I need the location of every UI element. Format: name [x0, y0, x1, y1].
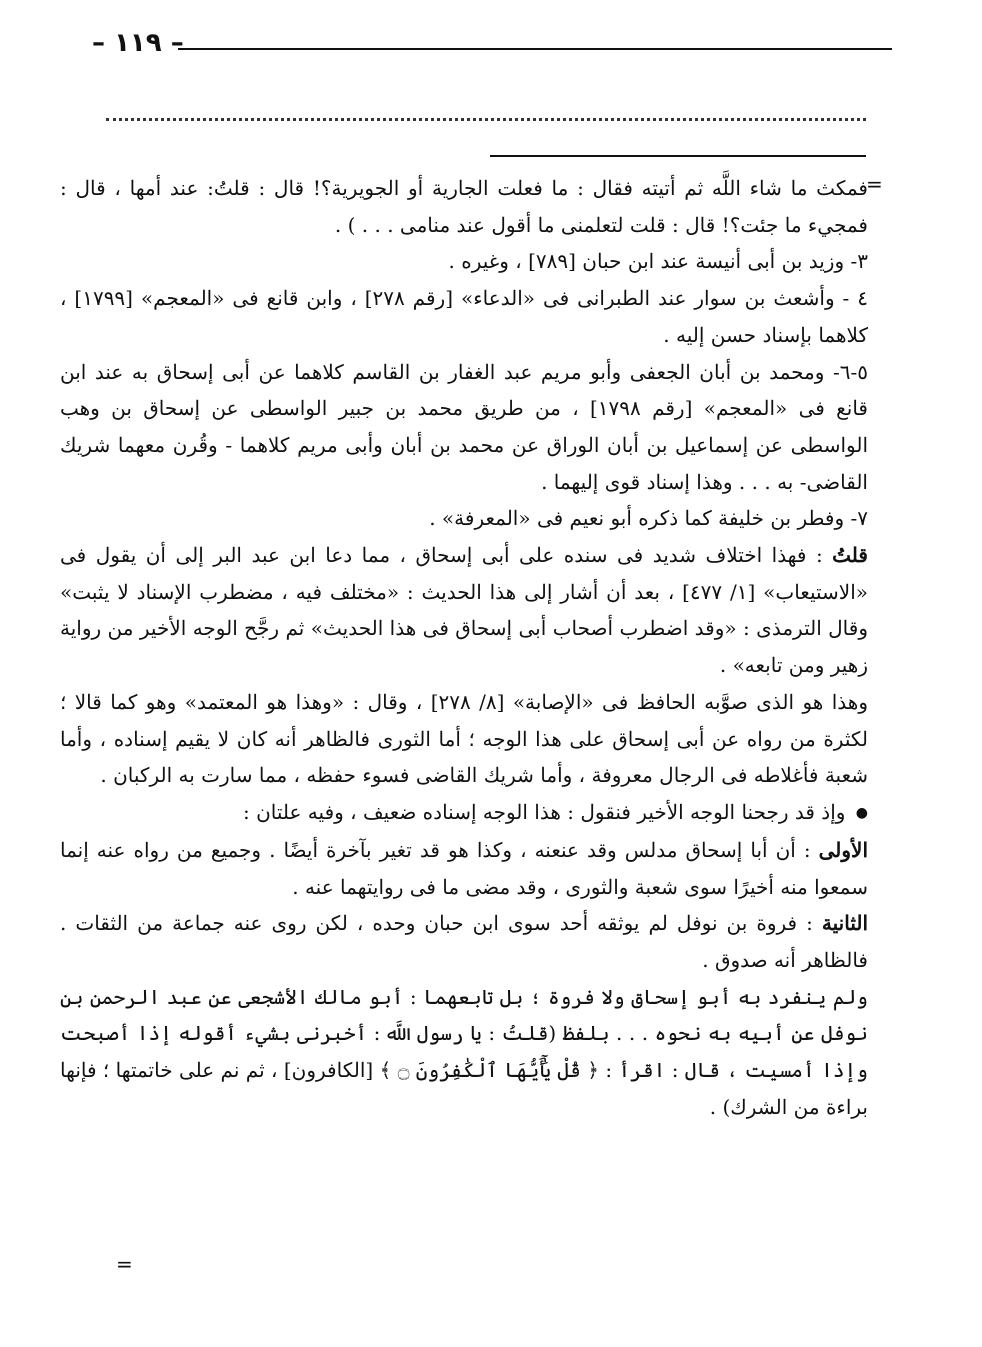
paragraph-text: : فهذا اختلاف شديد فى سنده على أبى إسحاق ، مما دعا ابن عبد البر إلى أن يقول فى «الاستيعاب» [١/ ٤٧٧] ، بعد أن أشار إلى هذا الحديث : «مختلف فيه ، مضطرب الإسناد لا يثبت» وقال الترمذى : «وقد اضطرب أصحاب أبى إسحاق فى هذا الحديث» ثم رجَّح الوجه الأخير من رواية زهير ومن تابعه» .: [60, 543, 868, 678]
paragraph: [60, 280, 868, 353]
paragraph-text: ٣- وزيد بن أبى أنيسة عند ابن حبان [٧٨٩] ، وغيره .: [448, 249, 868, 274]
paragraph-text: فمكث ما شاء اللَّه ثم أتيته فقال : ما فعلت الجارية أو الجويرية؟! قال : قلتُ: عند أمها ، قال : فمجيء ما جئت؟! قال : قلت لتعلمنى ما أقول عند منامى . . . ) .: [60, 176, 868, 237]
paragraph: [60, 794, 868, 832]
paragraph: [60, 905, 868, 978]
footnote-body: [60, 170, 868, 1125]
paragraph: [60, 354, 868, 501]
paragraph: [60, 979, 868, 1126]
header-rule: [178, 48, 892, 50]
continuation-mark-start: =: [866, 172, 883, 196]
paragraph-lead: قلتُ: [832, 543, 868, 568]
paragraph: [60, 500, 868, 537]
paragraph-text: ٥-٦- ومحمد بن أبان الجعفى وأبو مريم عبد الغفار بن القاسم كلاهما عن أبى إسحاق به عند ابن قانع فى «المعجم» [رقم ١٧٩٨] ، من طريق محمد بن جبير الواسطى عن إسحاق بن وهب الواسطى عن إسماعيل بن أبان الوراق عن محمد بن أبان وأبى مريم كلاهما - وقُرن معهما شريك القاضى- به . . . وهذا إسناد قوى إليهما .: [60, 359, 868, 494]
paragraph-text: ٤ - وأشعث بن سوار عند الطبرانى فى «الدعاء» [رقم ٢٧٨] ، وابن قانع فى «المعجم» [١٧٩٩] ، كلاهما بإسناد حسن إليه .: [60, 286, 868, 347]
bullet-icon: ●: [855, 805, 868, 822]
paragraph-text: ولم ينفرد به أبو إسحاق ولا فروة ؛ بل تابعهما : أبو مالك الأشجعى عن عبد الرحمن بن نوفل عن أبيه به نحوه . . . بلفظ (قلتُ : يا رسول اللَّه : أخبرنى بشيء أقوله إذا أصبحت وإذا أمسيت ، قال : اقرأ : ﴿ قُلْ يَٰٓأَيُّهَا ٱلْكَٰفِرُونَ ۝ ﴾ [الكافرون] ، ثم نم على خاتمتها ؛ فإنها براءة من الشرك) .: [60, 984, 868, 1119]
paragraph: [60, 832, 868, 905]
paragraph-text: وهذا هو الذى صوَّبه الحافظ فى «الإصابة» [٨/ ٢٧٨] ، وقال : «وهذا هو المعتمد» وهو كما قالا ؛ لكثرة من رواه عن أبى إسحاق على هذا الوجه ؛ أما الثورى فالظاهر أنه كان لا يقيم إسناده ، وأما شعبة فأغلاطه فى الرجال معروفة ، وأما شريك القاضى فسوء حفظه ، مما سارت به الركبان .: [60, 689, 869, 788]
paragraph: [60, 537, 868, 684]
paragraph: [60, 170, 868, 243]
paragraph: [60, 243, 868, 280]
continuation-mark-end: =: [116, 1252, 133, 1276]
paragraph-text: : أن أبا إسحاق مدلس وقد عنعنه ، وكذا هو قد تغير بآخرة أيضًا . وجميع من رواه عنه إنما سمعوا منه أخيرًا سوى شعبة والثورى ، وقد مضى ما فى روايتهما عنه .: [60, 837, 868, 899]
paragraph-text: : فروة بن نوفل لم يوثقه أحد سوى ابن حبان وحده ، لكن روى عنه جماعة من الثقات . فالظاهر أنه صدوق .: [60, 911, 868, 972]
footnote-separator: [490, 155, 866, 157]
dotted-separator: [106, 118, 866, 121]
paragraph-lead: الأولى: [818, 837, 868, 862]
paragraph-lead: الثانية: [821, 911, 869, 936]
page-number: – ١١٩ –: [92, 28, 184, 58]
paragraph-text: ٧- وفطر بن خليفة كما ذكره أبو نعيم فى «المعرفة» .: [429, 506, 868, 531]
paragraph: [60, 684, 868, 794]
paragraph-text: وإذ قد رجحنا الوجه الأخير فنقول : هذا الوجه إسناده ضعيف ، وفيه علتان :: [242, 799, 846, 824]
page-header: [92, 28, 892, 68]
